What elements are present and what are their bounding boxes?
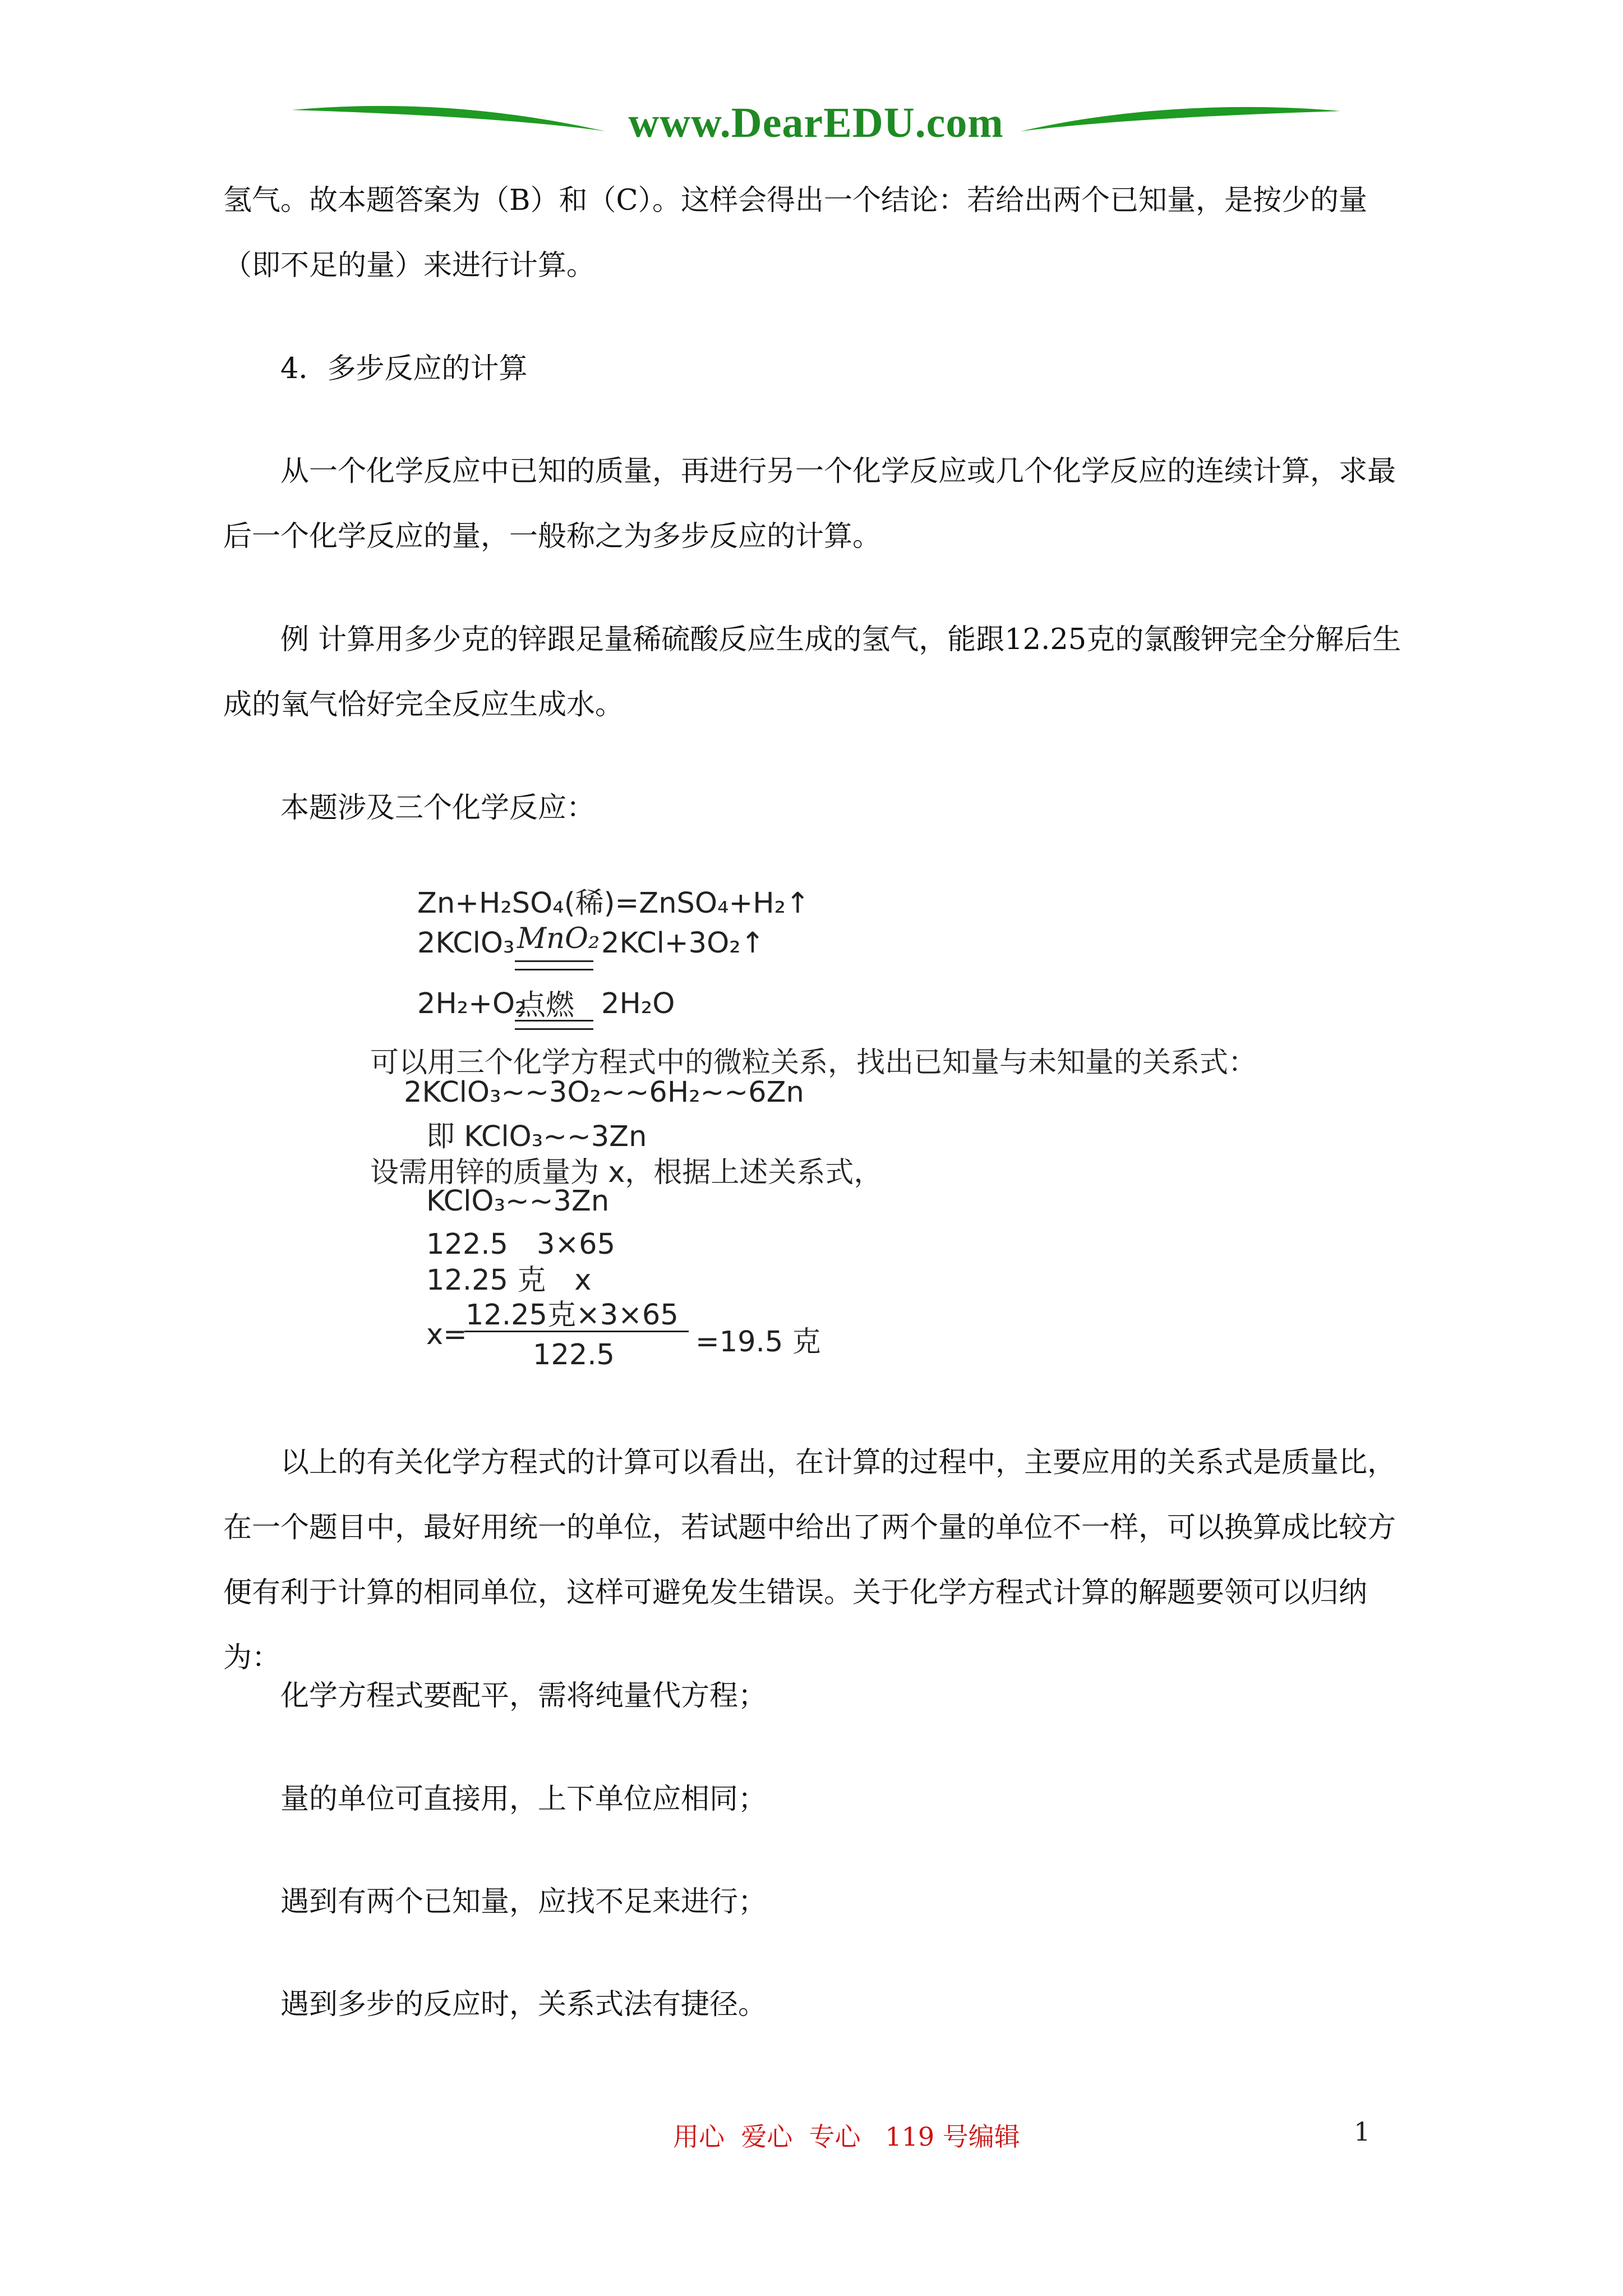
rule-line-4: 遇到多步的反应时，关系式法有捷径。 (280, 1988, 767, 2021)
relation-intro-text: 可以用三个化学方程式中的微粒关系，找出已知量与未知量的关系式： (370, 1046, 1257, 1079)
header-banner (292, 94, 1340, 156)
calc-lhs: x= (426, 1318, 467, 1351)
calc-denominator: 122.5 (533, 1338, 615, 1372)
equation-hydrogen-left: 2H₂+O₂ (417, 987, 527, 1020)
paragraph-summary: 以上的有关化学方程式的计算可以看出，在计算的过程中，主要应用的关系式是质量比，在一个题目中，最好用统一的单位，若试题中给出了两个量的单位不一样，可以换算成比较方便有利于计算的相同单位，这样可避免发生错误。关于化学方程式计算的解题要领可以归纳为： (223, 1446, 1396, 1674)
site-name: www.DearEDU.com (628, 99, 1004, 146)
equation-double-line (515, 960, 593, 970)
assumption-text: 设需用锌的质量为 x，根据上述关系式， (370, 1156, 883, 1189)
relation-chain: 2KClO₃~~3O₂~~6H₂~~6Zn (404, 1076, 804, 1109)
formula-figure (370, 875, 1295, 1391)
rule-line-1: 化学方程式要配平，需将纯量代方程； (280, 1680, 767, 1713)
calc-result: =19.5 克 (695, 1326, 821, 1359)
rule-line-2: 量的单位可直接用，上下单位应相同； (280, 1783, 767, 1816)
paragraph-intro-reactions: 本题涉及三个化学反应： (280, 792, 596, 825)
given-values-row: 12.25 克 x (426, 1264, 592, 1297)
calc-numerator: 12.25克×3×65 (465, 1299, 679, 1332)
equation-kclo3-right: 2KCl+3O₂↑ (601, 927, 765, 960)
equation-hydrogen-condition: 点燃 (517, 989, 575, 1022)
equation-kclo3-left: 2KClO₃ (417, 927, 515, 960)
section-heading: 4．多步反应的计算 (280, 352, 528, 385)
paragraph-definition: 从一个化学反应中已知的质量，再进行另一个化学反应或几个化学反应的连续计算，求最后一个化学反应的量，一般称之为多步反应的计算。 (223, 455, 1396, 553)
footer-editor-note: 用心 爱心 专心 119 号编辑 (673, 2122, 1020, 2152)
equation-zinc-sulfuric: Zn+H₂SO₄(稀)=ZnSO₄+H₂↑ (417, 887, 810, 920)
paragraph-conclusion: 氢气。故本题答案为（B）和（C）。这样会得出一个结论：若给出两个已知量，是按少的量（即不足的量）来进行计算。 (223, 184, 1368, 282)
molar-mass-row: 122.5 3×65 (426, 1228, 616, 1261)
relation-repeat: KClO₃~~3Zn (426, 1185, 610, 1218)
page-number: 1 (1354, 2116, 1371, 2147)
paragraph-example: 例 计算用多少克的锌跟足量稀硫酸反应生成的氢气，能跟12.25克的氯酸钾完全分解后生成的氧气恰好完全反应生成水。 (223, 623, 1401, 721)
equation-kclo3-catalyst: MnO₂ (517, 922, 600, 955)
equation-double-line (515, 1020, 593, 1030)
fraction-bar (464, 1331, 689, 1332)
rule-line-3: 遇到有两个已知量，应找不足来进行； (280, 1885, 767, 1918)
equation-hydrogen-right: 2H₂O (601, 987, 675, 1020)
relation-simplified: 即 KClO₃~~3Zn (426, 1120, 647, 1153)
